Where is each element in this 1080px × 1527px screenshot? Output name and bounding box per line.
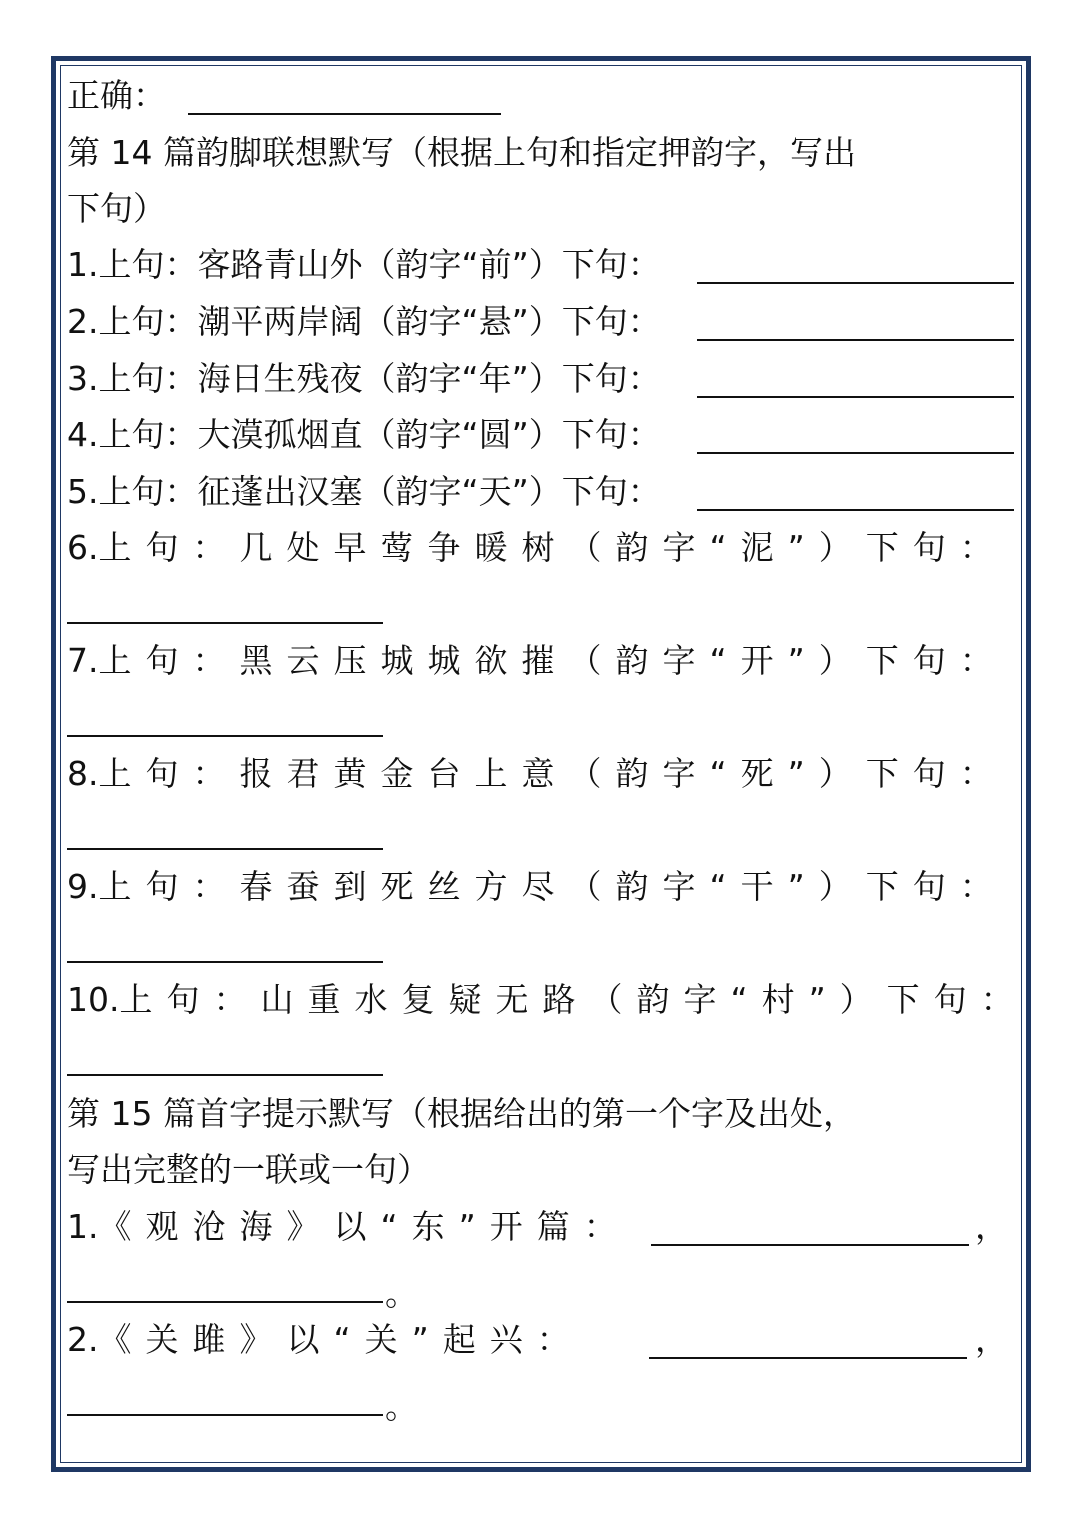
item-text: 上句：春蚕到死丝方尽（韵字“干”）下句： <box>98 867 1007 906</box>
item-number: 7. <box>67 641 99 680</box>
correct-answer-blank[interactable] <box>188 113 501 115</box>
section15-title-line2: 写出完整的一联或一句） <box>67 1150 430 1189</box>
item-number: 3. <box>67 359 99 398</box>
item-number: 8. <box>67 754 99 793</box>
section14-title-line2: 下句） <box>67 189 166 228</box>
period-mark: 。 <box>385 1274 418 1313</box>
s15-answer-blank-2a[interactable] <box>649 1357 967 1359</box>
item-text: 上句：黑云压城城欲摧（韵字“开”）下句： <box>98 641 1007 680</box>
item-number: 6. <box>67 528 99 567</box>
s14-item-8 <box>67 746 1014 802</box>
period-mark: 。 <box>385 1387 418 1426</box>
s15-answer-blank-2b[interactable] <box>67 1414 383 1416</box>
s14-item-9 <box>67 859 1014 915</box>
s14-item-7 <box>67 633 1014 689</box>
s15-answer-blank-1b[interactable] <box>67 1301 383 1303</box>
item-text: 上句：山重水复疑无路（韵字“村”）下句： <box>119 980 1028 1019</box>
correct-label: 正确： <box>67 76 166 115</box>
item-number: 10. <box>67 980 120 1019</box>
correct-row <box>67 68 1014 124</box>
item-text: 上句：几处早莺争暖树（韵字“泥”）下句： <box>98 528 1007 567</box>
s14-item-3 <box>67 351 1014 407</box>
comma-mark: ， <box>975 1320 1008 1359</box>
item-text: 上句：客路青山外（韵字“前”）下句： <box>98 245 661 284</box>
s14-item-6 <box>67 520 1014 576</box>
item-number: 1. <box>67 245 99 284</box>
s14-answer-blank-1[interactable] <box>697 282 1014 284</box>
item-text: 上句：报君黄金台上意（韵字“死”）下句： <box>98 754 1007 793</box>
s14-answer-blank-2[interactable] <box>697 339 1014 341</box>
item-number: 9. <box>67 867 99 906</box>
item-text: 《关雎》以“关”起兴： <box>98 1320 584 1359</box>
item-number: 4. <box>67 415 99 454</box>
s14-item-10 <box>67 972 1028 1028</box>
s14-answer-blank-7[interactable] <box>67 735 383 737</box>
item-text: 上句：征蓬出汉塞（韵字“天”）下句： <box>98 472 661 511</box>
s14-answer-blank-3[interactable] <box>697 396 1014 398</box>
s15-item-2 <box>67 1312 1014 1368</box>
s14-item-5 <box>67 464 1014 520</box>
comma-mark: ， <box>975 1207 1008 1246</box>
s14-answer-blank-9[interactable] <box>67 961 383 963</box>
item-text: 上句：潮平两岸阔（韵字“悬”）下句： <box>98 302 661 341</box>
item-text: 上句：海日生残夜（韵字“年”）下句： <box>98 359 661 398</box>
s15-item-1 <box>67 1199 1014 1255</box>
s14-item-4 <box>67 407 1014 463</box>
s15-answer-blank-1a[interactable] <box>651 1244 969 1246</box>
item-text: 《观沧海》以“东”开篇： <box>98 1207 631 1246</box>
item-text: 上句：大漠孤烟直（韵字“圆”）下句： <box>98 415 661 454</box>
s14-answer-blank-6[interactable] <box>67 622 383 624</box>
s14-answer-blank-8[interactable] <box>67 848 383 850</box>
section15-title-line1: 第 15 篇首字提示默写（根据给出的第一个字及出处， <box>67 1094 856 1133</box>
s14-answer-blank-5[interactable] <box>697 509 1014 511</box>
s14-item-1 <box>67 237 1014 293</box>
s14-answer-blank-10[interactable] <box>67 1074 383 1076</box>
item-number: 2. <box>67 302 99 341</box>
item-number: 5. <box>67 472 99 511</box>
item-number: 1. <box>67 1207 99 1246</box>
s14-item-2 <box>67 294 1014 350</box>
section14-title-line1: 第 14 篇韵脚联想默写（根据上句和指定押韵字，写出 <box>67 133 856 172</box>
item-number: 2. <box>67 1320 99 1359</box>
s14-answer-blank-4[interactable] <box>697 452 1014 454</box>
